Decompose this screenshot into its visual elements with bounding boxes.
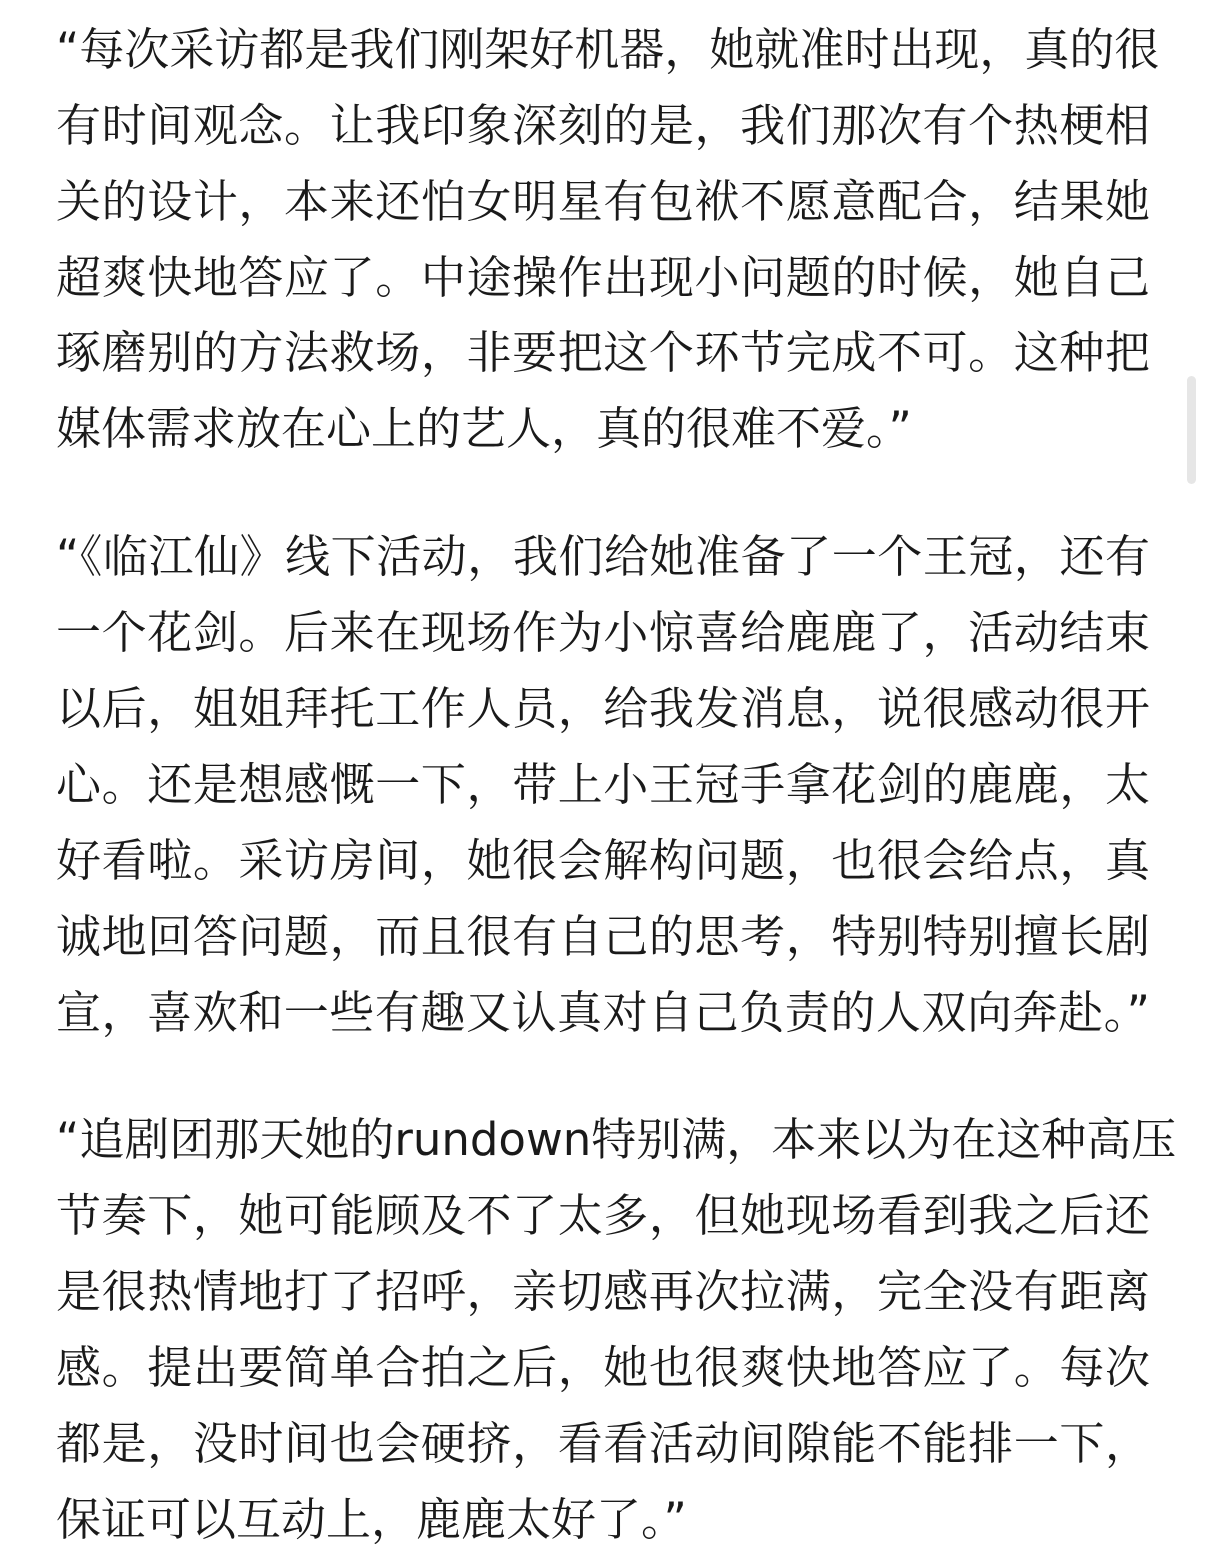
text-line: “每次采访都是我们刚架好机器，她就准时出现，真的很: [56, 23, 1160, 76]
text-line: 好看啦。采访房间，她很会解构问题，也很会给点，真: [56, 834, 1150, 887]
text-line: “《临江仙》线下活动，我们给她准备了一个王冠，还有: [56, 530, 1150, 583]
text-line: “追剧团那天她的rundown特别满，本来以为在这种高压: [56, 1113, 1177, 1166]
text-line: 保证可以互动上，鹿鹿太好了。”: [56, 1493, 687, 1546]
text-line: 都是，没时间也会硬挤，看看活动间隙能不能排一下，: [56, 1417, 1150, 1470]
text-line: 是很热情地打了招呼，亲切感再次拉满，完全没有距离: [56, 1265, 1150, 1318]
scrollbar[interactable]: [1187, 376, 1196, 484]
text-line: 超爽快地答应了。中途操作出现小问题的时候，她自己: [56, 251, 1150, 304]
text-line: 节奏下，她可能顾及不了太多，但她现场看到我之后还: [56, 1189, 1150, 1242]
text-line: 有时间观念。让我印象深刻的是，我们那次有个热梗相: [56, 99, 1150, 152]
text-line: 心。还是想感慨一下，带上小王冠手拿花剑的鹿鹿，太: [56, 758, 1150, 811]
text-line: 感。提出要简单合拍之后，她也很爽快地答应了。每次: [56, 1341, 1150, 1394]
text-line: 琢磨别的方法救场，非要把这个环节完成不可。这种把: [56, 326, 1150, 379]
text-line: 宣，喜欢和一些有趣又认真对自己负责的人双向奔赴。”: [56, 986, 1150, 1039]
text-line: 媒体需求放在心上的艺人，真的很难不爱。”: [56, 402, 912, 455]
text-line: 关的设计，本来还怕女明星有包袱不愿意配合，结果她: [56, 175, 1150, 228]
text-line: 一个花剑。后来在现场作为小惊喜给鹿鹿了，活动结束: [56, 606, 1150, 659]
text-line: 以后，姐姐拜托工作人员，给我发消息，说很感动很开: [56, 682, 1150, 735]
text-line: 诚地回答问题，而且很有自己的思考，特别特别擅长剧: [56, 910, 1150, 963]
